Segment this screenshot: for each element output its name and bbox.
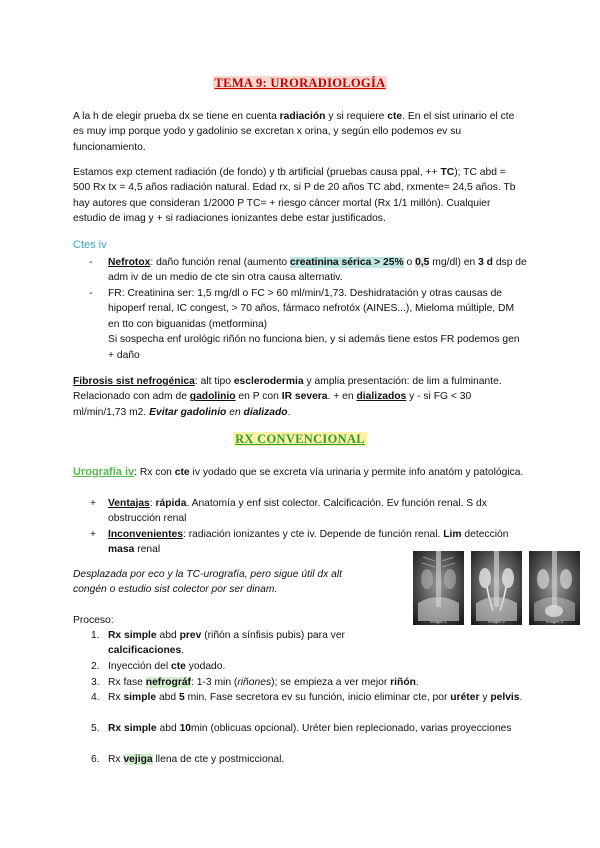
- text: ); TC abd = 500 Rx tx = 4,5 años radiación natural. Edad rx, si P de 20 años TC abd, rxmente= 24,5 años. Tb hay autores que consideran 1/2000 P TC= + riesgo cáncer mortal (Rx 1/1 millón). Cualquier estudio de imag y + si radiaciones ionizantes debe estar justificados.: [73, 167, 516, 225]
- list-bullet: -: [89, 288, 93, 299]
- text: yodado.: [185, 661, 226, 672]
- intro-paragraph: [73, 109, 525, 155]
- text: en: [226, 406, 244, 418]
- text: : radiación ionizantes y cte iv. Depende de función renal.: [182, 529, 444, 540]
- text: abd: [156, 692, 179, 703]
- bold-text: simple: [123, 692, 157, 703]
- list-item-step-4: [108, 690, 528, 705]
- page-title: [0, 76, 600, 91]
- text: Rx: [108, 692, 124, 703]
- bold-text: esclerodermia: [233, 376, 304, 387]
- text: iv yodado que se excreta vía urinaria y permite info anatóm y patológica.: [189, 467, 524, 478]
- text: renal: [134, 544, 161, 556]
- section-title-rx: [0, 432, 600, 447]
- text: .: [519, 692, 523, 703]
- text: . Anatomía y enf sist colector. Calcificación. Ev función renal. S dx obstrucción renal: [108, 498, 487, 525]
- list-item-fr: [108, 286, 522, 363]
- bold-text: IR severa: [281, 391, 328, 403]
- xray-caption: Imagen 1: [430, 619, 447, 624]
- bold-text: 5: [178, 692, 185, 703]
- fibrosis-paragraph: [73, 374, 525, 420]
- list-number: 3.: [91, 677, 100, 688]
- list-item-step-5: [108, 721, 522, 736]
- bold-text: dializados: [356, 391, 407, 403]
- bold-text: Rx simple: [108, 630, 157, 641]
- note-paragraph: Desplazada por eco y la TC-urografía, pero sigue útil dx alt congén o estudio sist colector por ser dinam.: [73, 569, 343, 596]
- section-heading-ctes: Ctes iv: [73, 239, 107, 251]
- list-number: 6.: [91, 754, 100, 765]
- bold-text: cte: [174, 467, 190, 478]
- text: FR: Creatinina ser: 1,5 mg/dl o FC > 60 ml/min/1,73. Deshidratación y otras causas de hipoperf renal, IC congest, > 70 años, fármaco nefrotóx (AINES...), Mieloma múltiple, DM en tto con biguanidas (metformina): [108, 288, 515, 330]
- text: en P con: [235, 391, 282, 403]
- text: y - si FG < 30 ml/min/1,73 m2.: [73, 391, 472, 418]
- bold-text: gadolinio: [189, 391, 236, 403]
- xray-caption: Imagen 3: [546, 619, 563, 624]
- list-item-step-6: [108, 752, 522, 767]
- bold-text: pelvis: [490, 692, 520, 703]
- text: mg/dl) en: [429, 257, 479, 268]
- list-item-nefrotox: [108, 255, 528, 286]
- bold-text: masa: [108, 544, 135, 556]
- list-item-step-3: [108, 675, 528, 690]
- list-bullet: +: [90, 529, 97, 540]
- list-number: 5.: [91, 723, 100, 734]
- bold-text: riñón: [390, 677, 416, 688]
- text: .: [287, 406, 291, 418]
- urografia-paragraph: [73, 465, 525, 480]
- text: Inyección del: [108, 661, 171, 672]
- term: Ventajas: [108, 498, 150, 509]
- bold-text: Evitar gadolinio: [149, 406, 227, 418]
- text: . + en: [327, 391, 357, 403]
- text: ); se empieza a ver mejor: [271, 677, 391, 688]
- list-item-step-1: [108, 628, 398, 659]
- exposure-paragraph: [73, 165, 525, 227]
- list-item-step-2: [108, 659, 522, 674]
- text: dsp de adm iv de un medio de cte sin otra causa alternativ.: [108, 257, 527, 284]
- list-number: 2.: [91, 661, 100, 672]
- bold-text: cte: [387, 111, 403, 122]
- italic-text: riñones: [237, 677, 272, 688]
- text: .: [181, 645, 185, 657]
- term: Fibrosis sist nefrogénica: [73, 376, 195, 387]
- highlight-text: vejiga: [123, 754, 153, 765]
- text: abd: [156, 723, 180, 734]
- text: min. Fase secretora ev su función, inicio eliminar cte, por: [184, 692, 451, 703]
- text: . En el sist urinario el cte es muy imp porque yodo y gadolinio se excretan x orina, y según ello podemos ev su funcionamiento.: [73, 111, 515, 153]
- bold-text: dializado: [243, 406, 288, 418]
- term: Nefrotox: [108, 257, 151, 268]
- bold-text: uréter: [450, 692, 480, 703]
- highlight-text: creatinina sérica > 25%: [290, 257, 404, 268]
- highlight-text: nefrográf: [145, 677, 191, 688]
- xray-image: [529, 551, 580, 625]
- bold-text: 3 d: [478, 257, 493, 268]
- text: detección: [461, 529, 509, 540]
- bold-text: calcificaciones: [108, 645, 182, 657]
- text: abd: [156, 630, 180, 641]
- bold-text: radiación: [279, 111, 326, 122]
- bold-text: 10: [179, 723, 192, 734]
- text: : Rx con: [134, 467, 175, 478]
- bold-text: Rx simple: [108, 723, 157, 734]
- text: A la h de elegir prueba dx se tiene en cuenta: [73, 111, 280, 122]
- text: : 1-3 min (: [190, 677, 238, 688]
- bold-text: 0,5: [415, 257, 430, 268]
- text: llena de cte y postmiccional.: [152, 754, 285, 765]
- list-number: 1.: [91, 630, 100, 641]
- list-bullet: -: [89, 257, 93, 268]
- proceso-heading: Proceso:: [73, 615, 114, 626]
- text: y: [479, 692, 491, 703]
- text: Si sospecha enf urológic riñón no funciona bien, y si además tiene estos FR podemos gen + daño: [108, 334, 520, 361]
- term: Inconvenientes: [108, 529, 183, 540]
- text: Estamos exp ctement radiación (de fondo) y tb artificial (pruebas causa ppal, ++: [73, 167, 441, 178]
- text: .: [415, 677, 419, 688]
- list-number: 4.: [91, 692, 100, 703]
- bold-text: Lim: [443, 529, 462, 540]
- bold-text: cte: [170, 661, 186, 672]
- rx-title-text: RX CONVENCIONAL: [235, 432, 365, 446]
- list-bullet: +: [90, 498, 97, 509]
- text: : alt tipo: [194, 376, 234, 387]
- text: Rx: [108, 754, 124, 765]
- text: min (oblicuas opcional). Uréter bien replecionado, varias proyecciones: [191, 723, 512, 734]
- text: Rx fase: [108, 677, 146, 688]
- text: (riñón a sínfisis pubis) para ver: [201, 630, 345, 641]
- term: Urografía iv: [73, 466, 135, 478]
- text: o: [403, 257, 416, 268]
- text: :: [149, 498, 156, 509]
- text: y si requiere: [325, 111, 388, 122]
- list-item-ventajas: [108, 496, 522, 527]
- xray-caption: Imagen 2: [488, 619, 505, 624]
- text: y amplia presentación: de lim a fulminante. Relacionado con adm de: [73, 376, 502, 403]
- bold-text: TC: [440, 167, 455, 178]
- bold-text: rápida: [155, 498, 187, 509]
- bold-text: prev: [179, 630, 202, 641]
- title-text: TEMA 9: URORADIOLOGÍA: [214, 76, 386, 90]
- text: : daño función renal (aumento: [150, 257, 291, 268]
